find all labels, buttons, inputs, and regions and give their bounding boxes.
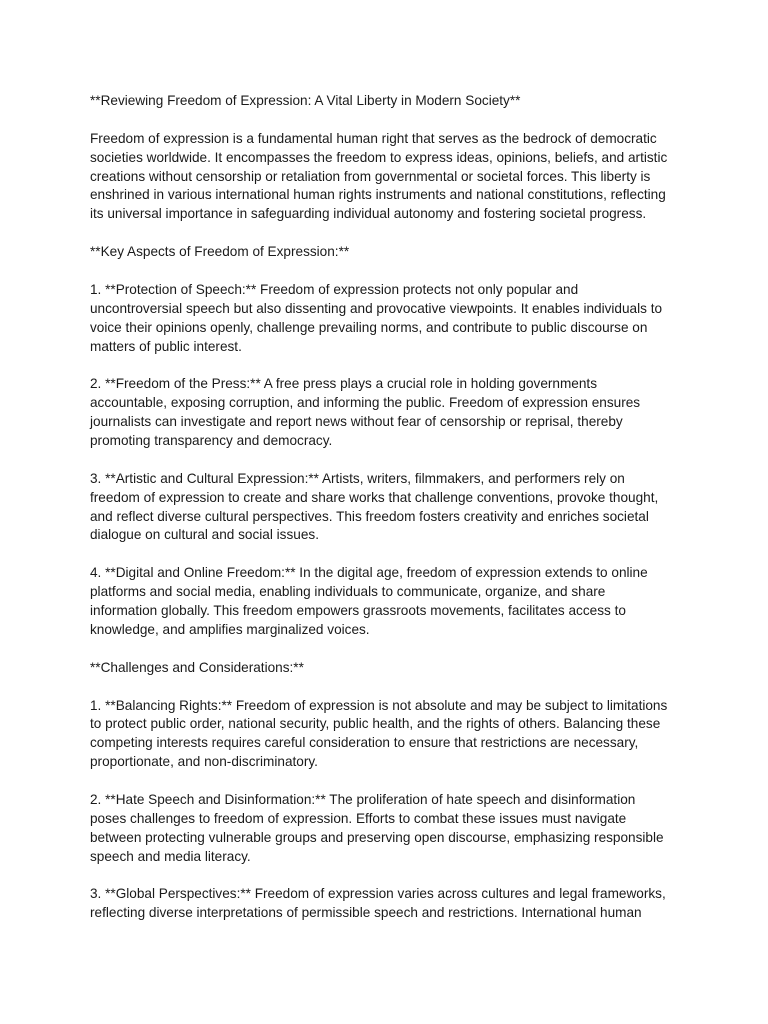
paragraph-line: reflecting diverse interpretations of permissible speech and restrictions. International human xyxy=(90,905,642,921)
key-aspect-item-1 xyxy=(90,281,682,357)
key-aspects-heading xyxy=(90,243,682,262)
paragraph-line: journalists can investigate and report news without fear of censorship or reprisal, thereby xyxy=(90,414,623,430)
paragraph-line: between protecting vulnerable groups and preserving open discourse, emphasizing responsible xyxy=(90,829,664,845)
document-body xyxy=(90,92,682,942)
key-aspect-item-3 xyxy=(90,470,682,546)
paragraph-line: creations without censorship or retaliation from governmental or societal forces. This liberty is xyxy=(90,168,651,184)
paragraph-line: and reflect diverse cultural perspectives. This freedom fosters creativity and enriches societal xyxy=(90,508,649,524)
paragraph-line: platforms and social media, enabling individuals to communicate, organize, and share xyxy=(90,584,606,600)
paragraph-line: matters of public interest. xyxy=(90,338,242,354)
title-line: **Reviewing Freedom of Expression: A Vital Liberty in Modern Society** xyxy=(90,93,521,108)
paragraph-line: societies worldwide. It encompasses the freedom to express ideas, opinions, beliefs, and artistic xyxy=(90,149,668,165)
paragraph-line: 3. **Artistic and Cultural Expression:** Artists, writers, filmmakers, and performers rely on xyxy=(90,470,625,486)
paragraph-line: 4. **Digital and Online Freedom:** In the digital age, freedom of expression extends to online xyxy=(90,565,648,581)
challenge-item-1 xyxy=(90,697,682,773)
key-aspect-item-4 xyxy=(90,564,682,640)
paragraph-line: dialogue on cultural and social issues. xyxy=(90,527,319,543)
paragraph-line: uncontroversial speech but also dissenting and provocative viewpoints. It enables individuals to xyxy=(90,300,663,316)
paragraph-line: enshrined in various international human rights instruments and national constitutions, reflecting xyxy=(90,187,666,203)
paragraph-line: voice their opinions openly, challenge prevailing norms, and contribute to public discourse on xyxy=(90,319,648,335)
challenge-item-3 xyxy=(90,885,682,923)
paragraph-line: to protect public order, national security, public health, and the rights of others. Balancing these xyxy=(90,716,661,732)
paragraph-line: competing interests requires careful consideration to ensure that restrictions are necessary, xyxy=(90,735,639,751)
paragraph-line: poses challenges to freedom of expression. Efforts to combat these issues must navigate xyxy=(90,810,627,826)
paragraph-line: proportionate, and non-discriminatory. xyxy=(90,754,318,770)
challenges-heading xyxy=(90,659,682,678)
document-title xyxy=(90,92,682,111)
heading-line: **Key Aspects of Freedom of Expression:** xyxy=(90,244,350,260)
paragraph-line: its universal importance in safeguarding individual autonomy and fostering societal progress. xyxy=(90,206,647,222)
paragraph-line: 1. **Protection of Speech:** Freedom of expression protects not only popular and xyxy=(90,281,579,297)
paragraph-line: freedom of expression to create and share works that challenge conventions, provoke thought, xyxy=(90,489,659,505)
paragraph-line: speech and media literacy. xyxy=(90,848,251,864)
challenge-item-2 xyxy=(90,791,682,867)
paragraph-line: 1. **Balancing Rights:** Freedom of expression is not absolute and may be subject to limitations xyxy=(90,697,668,713)
paragraph-line: Freedom of expression is a fundamental human right that serves as the bedrock of democratic xyxy=(90,130,657,146)
heading-line: **Challenges and Considerations:** xyxy=(90,659,304,675)
paragraph-line: accountable, exposing corruption, and informing the public. Freedom of expression ensures xyxy=(90,395,641,411)
key-aspect-item-2 xyxy=(90,375,682,451)
paragraph-line: promoting transparency and democracy. xyxy=(90,433,333,449)
paragraph-line: information globally. This freedom empowers grassroots movements, facilitates access to xyxy=(90,603,626,619)
paragraph-line: 2. **Freedom of the Press:** A free press plays a crucial role in holding governments xyxy=(90,376,598,392)
paragraph-line: knowledge, and amplifies marginalized voices. xyxy=(90,621,370,637)
paragraph-line: 2. **Hate Speech and Disinformation:** The proliferation of hate speech and disinformation xyxy=(90,791,636,807)
intro-paragraph xyxy=(90,130,682,224)
paragraph-line: 3. **Global Perspectives:** Freedom of expression varies across cultures and legal frameworks, xyxy=(90,886,666,902)
